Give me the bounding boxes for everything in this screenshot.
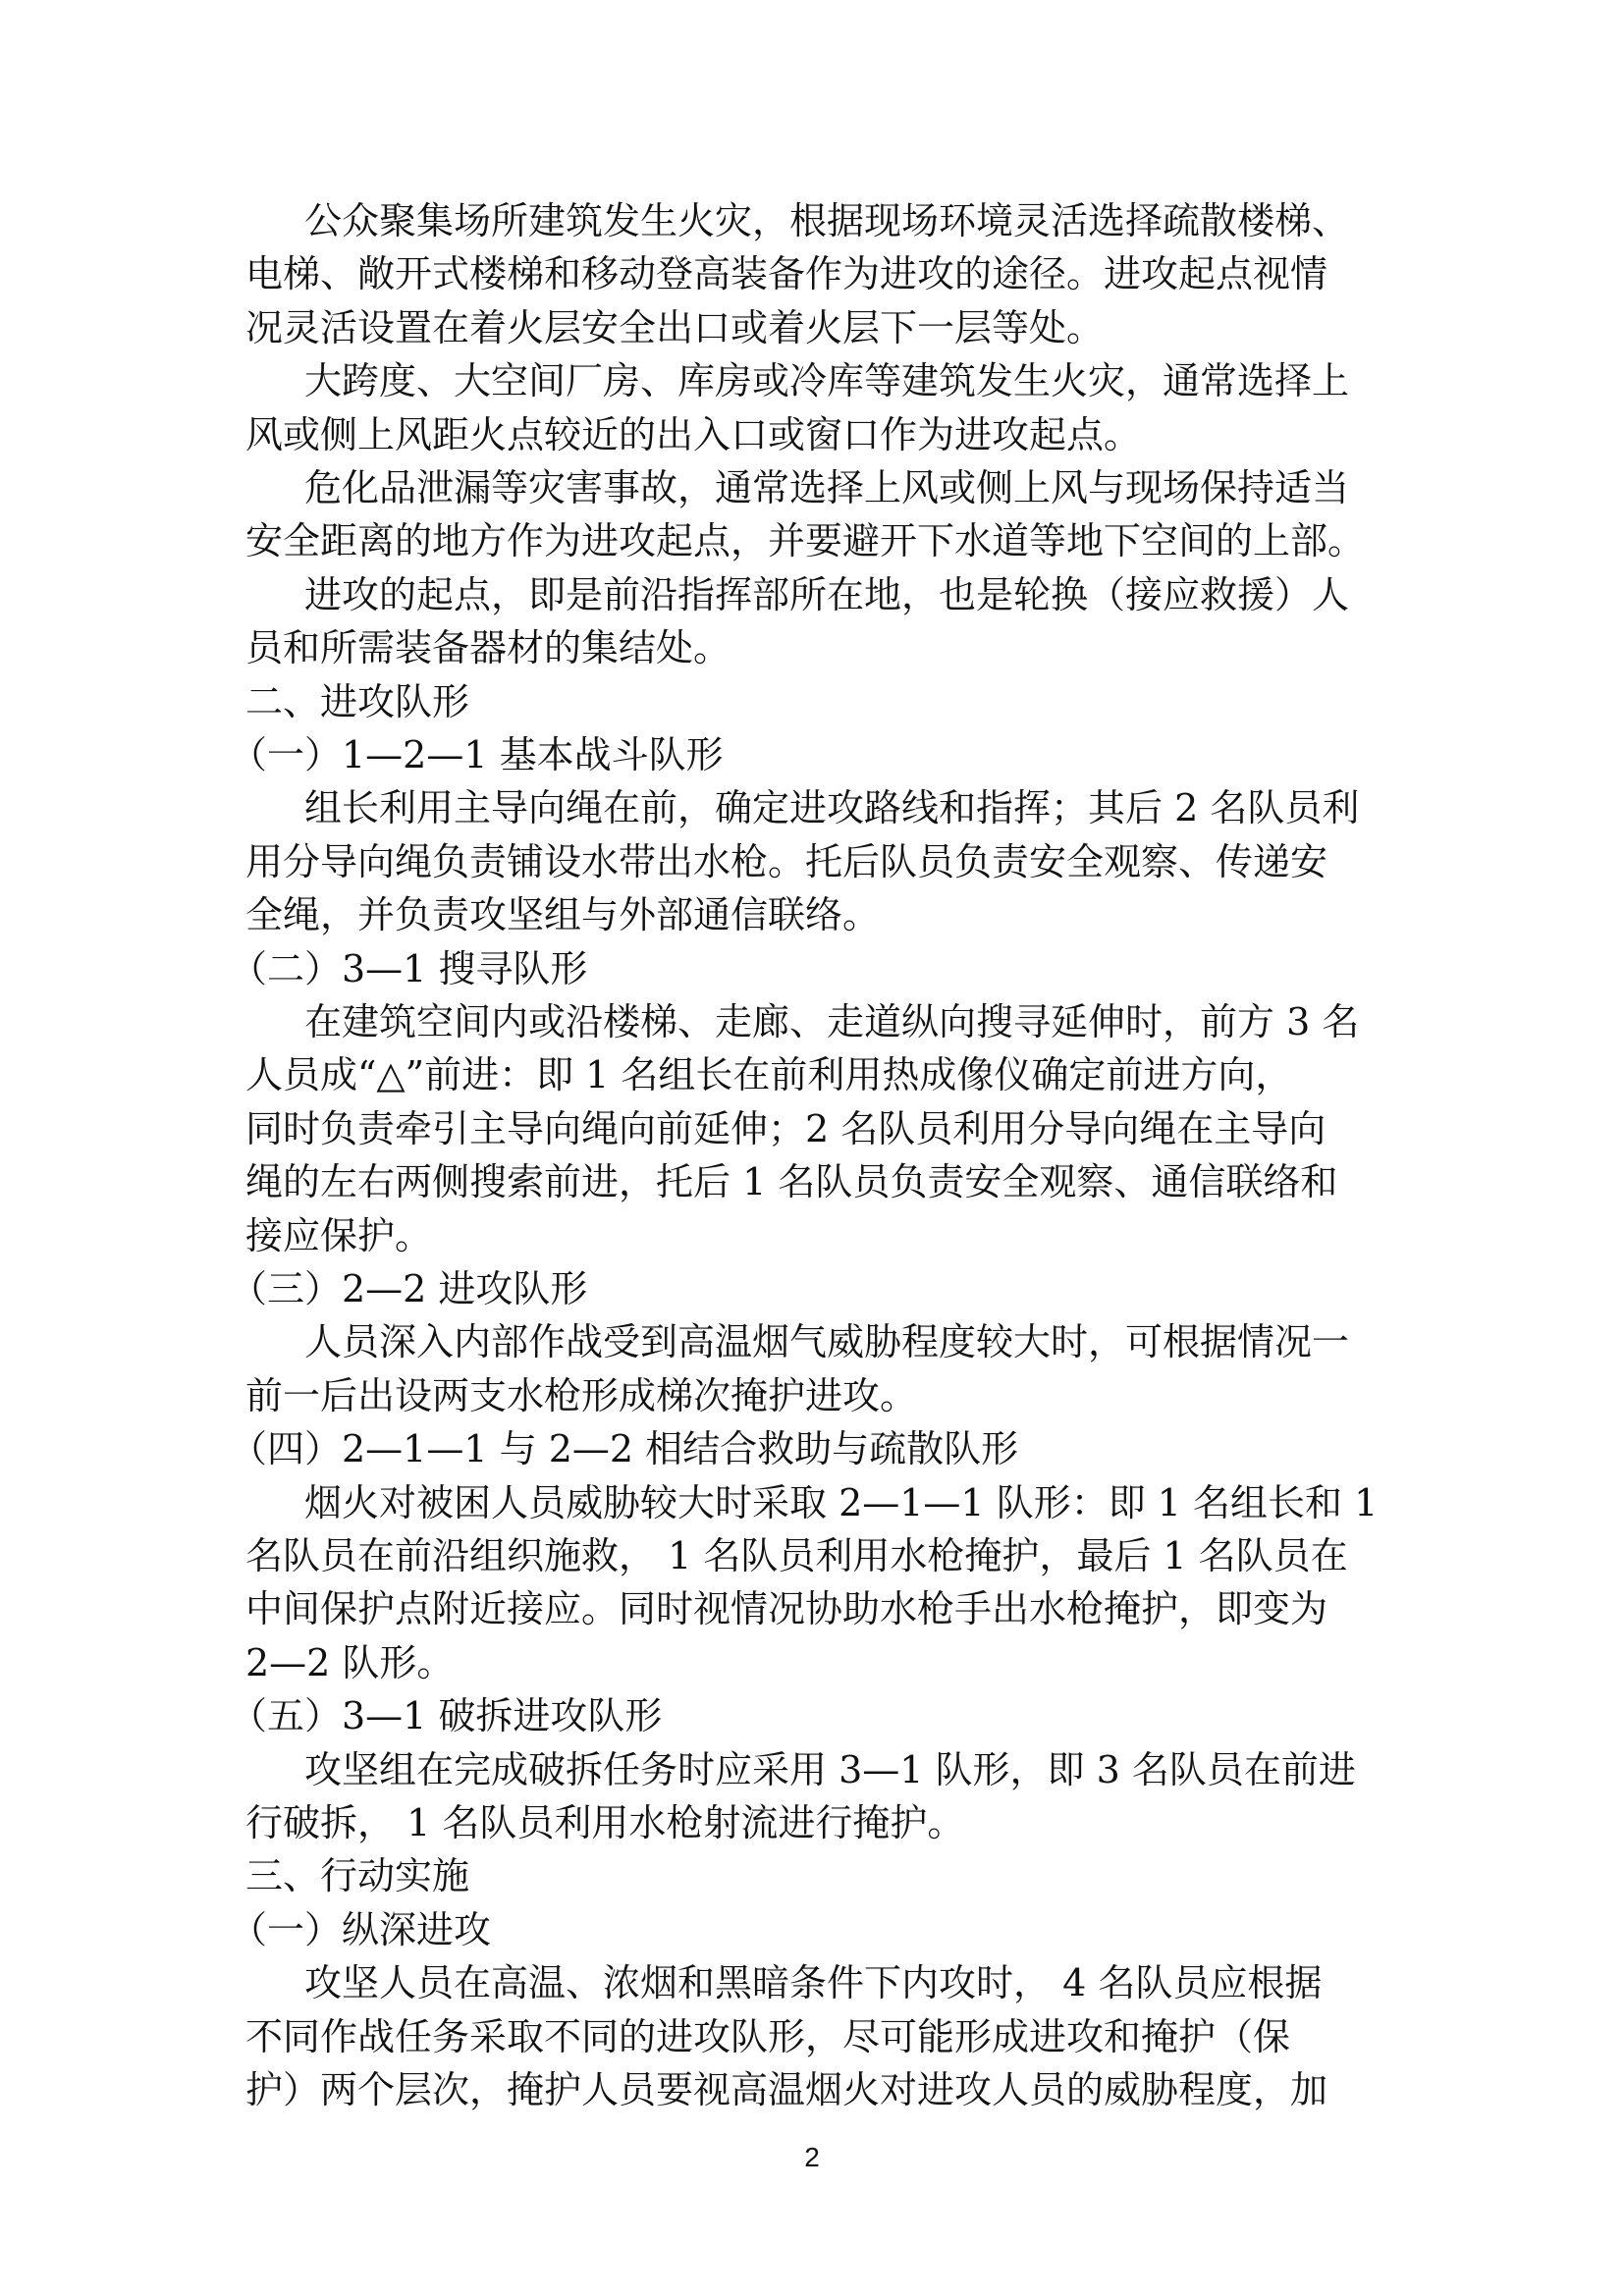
section-heading: 二、进攻队形 [245, 679, 470, 723]
text-line: 绳的左右两侧搜索前进，托后 1 名队员负责安全观察、通信联络和 [245, 1160, 1338, 1204]
paragraph-first-line: 攻坚组在完成破拆任务时应采用 3—1 队形，即 3 名队员在前进 [304, 1747, 1356, 1791]
text-line: 名队员在前沿组织施救， 1 名队员利用水枪掩护，最后 1 名队员在 [245, 1534, 1348, 1577]
text-line: 全绳，并负责攻坚组与外部通信联络。 [245, 893, 881, 937]
paragraph-first-line: 公众聚集场所建筑发生火灾，根据现场环境灵活选择疏散楼梯、 [304, 199, 1350, 242]
subsection-heading: （四）2—1—1 与 2—2 相结合救助与疏散队形 [230, 1427, 1019, 1471]
paragraph-first-line: 烟火对被困人员威胁较大时采取 2—1—1 队形：即 1 名组长和 1 [304, 1480, 1379, 1524]
paragraph-first-line: 危化品泄漏等灾害事故，通常选择上风或侧上风与现场保持适当 [304, 466, 1350, 509]
paragraph-first-line: 组长利用主导向绳在前，确定进攻路线和指挥；其后 2 名队员利 [304, 786, 1360, 830]
text-line: 用分导向绳负责铺设水带出水枪。托后队员负责安全观察、传递安 [245, 839, 1328, 883]
subsection-heading: （三）2—2 进攻队形 [230, 1267, 588, 1310]
text-line: 2—2 队形。 [245, 1640, 455, 1684]
subsection-heading: （一）纵深进攻 [230, 1907, 492, 1951]
subsection-heading: （一）1—2—1 基本战斗队形 [230, 733, 724, 776]
text-line: 风或侧上风距火点较近的出入口或窗口作为进攻起点。 [245, 412, 1142, 456]
text-line: 中间保护点附近接应。同时视情况协助水枪手出水枪掩护，即变为 [245, 1587, 1328, 1631]
text-line: 前一后出设两支水枪形成梯次掩护进攻。 [245, 1373, 918, 1417]
text-line: 安全距离的地方作为进攻起点，并要避开下水道等地下空间的上部。 [245, 519, 1366, 563]
text-line: 护）两个层次，掩护人员要视高温烟火对进攻人员的威胁程度，加 [245, 2068, 1328, 2111]
text-line: 接应保护。 [245, 1213, 433, 1257]
paragraph-first-line: 大跨度、大空间厂房、库房或冷库等建筑发生火灾，通常选择上 [304, 359, 1350, 403]
paragraph-first-line: 进攻的起点，即是前沿指挥部所在地，也是轮换（接应救援）人 [304, 572, 1350, 616]
text-line: 不同作战任务采取不同的进攻队形，尽可能形成进攻和掩护（保 [245, 2014, 1291, 2058]
page-number: 2 [804, 2142, 820, 2172]
text-line: 员和所需装备器材的集结处。 [245, 626, 731, 670]
section-heading: 三、行动实施 [245, 1854, 470, 1898]
paragraph-first-line: 在建筑空间内或沿楼梯、走廊、走道纵向搜寻延伸时，前方 3 名 [304, 1000, 1360, 1043]
text-line: 况灵活设置在着火层安全出口或着火层下一层等处。 [245, 305, 1105, 349]
text-line: 行破拆， 1 名队员利用水枪射流进行掩护。 [245, 1801, 965, 1844]
text-line: 同时负责牵引主导向绳向前延伸；2 名队员利用分导向绳在主导向 [245, 1106, 1326, 1150]
paragraph-first-line: 攻坚人员在高温、浓烟和黑暗条件下内攻时， 4 名队员应根据 [304, 1961, 1323, 2005]
text-line: 电梯、敞开式楼梯和移动登高装备作为进攻的途径。进攻起点视情 [245, 252, 1328, 296]
subsection-heading: （二）3—1 搜寻队形 [230, 946, 588, 990]
paragraph-first-line: 人员深入内部作战受到高温烟气威胁程度较大时，可根据情况一 [304, 1320, 1350, 1364]
subsection-heading: （五）3—1 破拆进攻队形 [230, 1694, 663, 1738]
text-line: 人员成“△”前进：即 1 名组长在前利用热成像仪确定前进方向， [245, 1053, 1293, 1097]
